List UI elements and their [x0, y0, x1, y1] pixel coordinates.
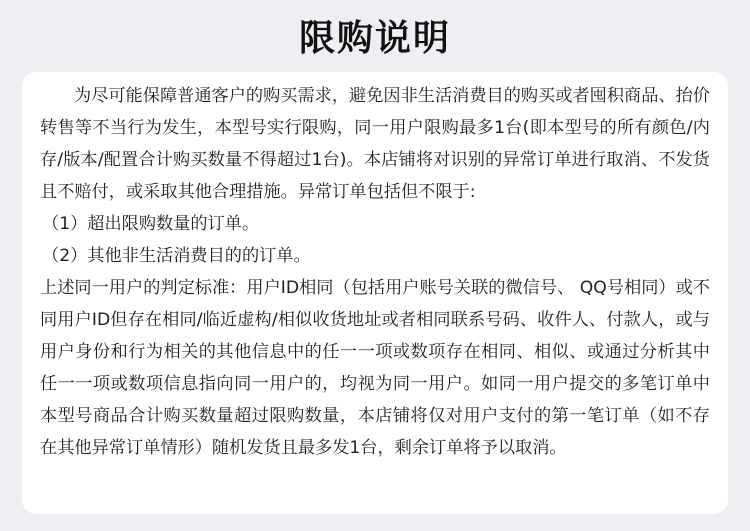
intro-paragraph: 为尽可能保障普通客户的购买需求，避免因非生活消费目的购买或者囤积商品、抬价转售等不当行为发生，本型号实行限购，同一用户限购最多1台(即本型号的所有颜色/内存/版本/配置合计购买数量不得超过1台)。本店铺将对识别的异常订单进行取消、不发货且不赔付，或采取其他合理措施。异常订单包括但不限于:: [40, 86, 710, 202]
list-item-1: （1）超出限购数量的订单。: [42, 214, 260, 234]
criteria-paragraph: 上述同一用户的判定标准：用户ID相同（包括用户账号关联的微信号、 QQ号相同）或不同用户ID但存在相同/临近虚构/相似收货地址或者相同联系号码、收件人、付款人，或与用户身份和行为相关的其他信息中的任一一项或数项存在相同、相似、或通过分析其中任一一项或数项信息指向同一用户的，均视为同一用户。如同一用户提交的多笔订单中本型号商品合计购买数量超过限购数量，本店铺将仅对用户支付的第一笔订单（如不存在其他异常订单情形）随机发货且最多发1台，剩余订单将予以取消。: [40, 278, 710, 458]
notice-body: [40, 80, 710, 464]
page-title: 限购说明: [298, 18, 451, 59]
list-item-2: （2）其他非生活消费目的的订单。: [42, 246, 311, 266]
notice-card: [22, 72, 728, 514]
